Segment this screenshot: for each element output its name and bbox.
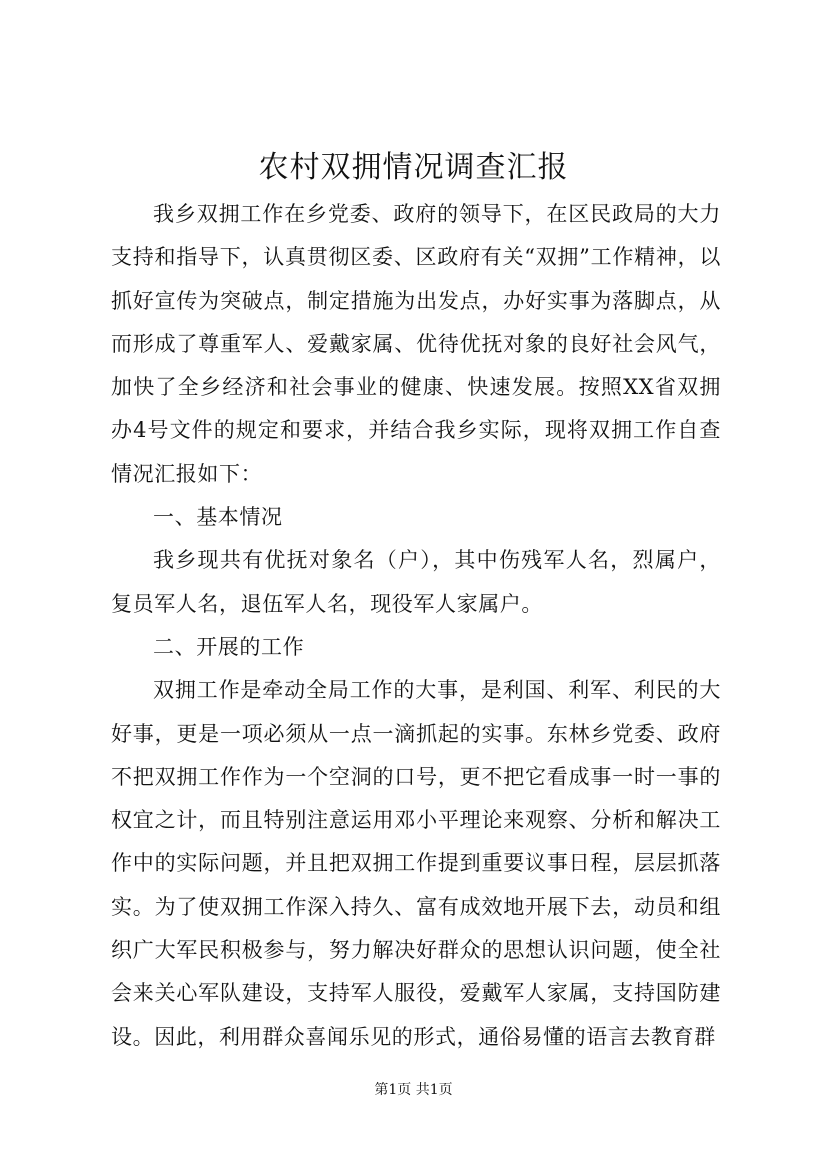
page-footer: 第1页 共1页 bbox=[374, 1082, 453, 1098]
intro-paragraph: 我乡双拥工作在乡党委、政府的领导下，在区民政局的大力支持和指导下，认真贯彻区委、区政府有关“双拥”工作精神，以抓好宣传为突破点，制定措施为出发点，办好实事为落脚点，从而形成了尊重军人、爱戴家属、优待优抚对象的良好社会风气，加快了全乡经济和社会事业的健康、快速发展。按照XX省双拥办4号文件的规定和要求，并结合我乡实际，现将双拥工作自查情况汇报如下： bbox=[111, 202, 721, 486]
section-heading-work-done: 二、开展的工作 bbox=[153, 634, 305, 659]
document-title: 农村双拥情况调查汇报 bbox=[258, 150, 569, 185]
document-body bbox=[111, 193, 721, 1059]
section-heading-basic-situation: 一、基本情况 bbox=[153, 505, 283, 530]
work-done-paragraph: 双拥工作是牵动全局工作的大事，是利国、利军、利民的大好事，更是一项必须从一点一滴抓起的实事。东林乡党委、政府不把双拥工作作为一个空洞的口号，更不把它看成事一时一事的权宜之计，而且特别注意运用邓小平理论来观察、分析和解决工作中的实际问题，并且把双拥工作提到重要议事日程，层层抓落实。为了使双拥工作深入持久、富有成效地开展下去，动员和组织广大军民积极参与，努力解决好群众的思想认识问题，使全社会来关心军队建设，支持军人服役，爱戴军人家属，支持国防建设。因此，利用群众喜闻乐见的形式，通俗易懂的语言去教育群 bbox=[111, 678, 721, 1049]
basic-situation-paragraph: 我乡现共有优抚对象名（户），其中伤残军人名，烈属户，复员军人名，退伍军人名，现役军人家属户。 bbox=[111, 548, 721, 616]
